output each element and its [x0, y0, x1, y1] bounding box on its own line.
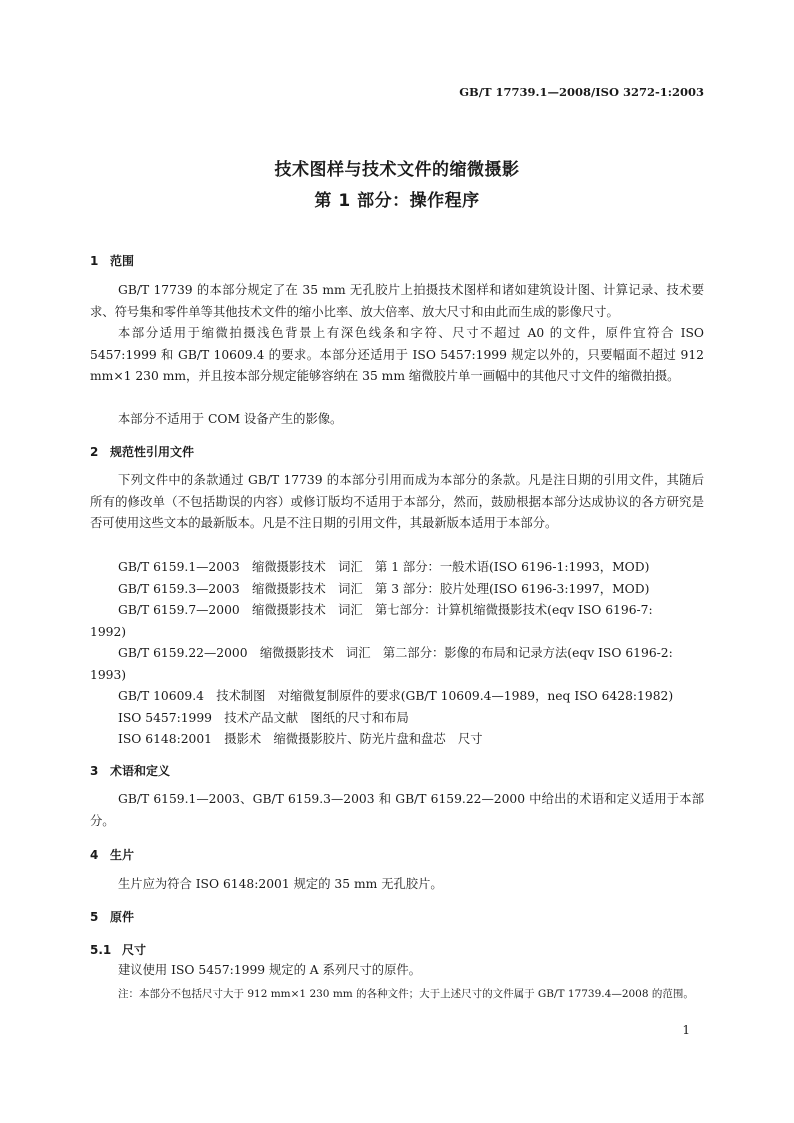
reference-item: GB/T 6159.3—2003 缩微摄影技术 词汇 第 3 部分：胶片处理(ISO 6196-3:1997，MOD)	[118, 581, 650, 596]
reference-item: ISO 5457:1999 技术产品文献 图纸的尺寸和布局	[118, 710, 409, 725]
subsection-title: 尺寸	[122, 943, 147, 957]
section-number: 2	[90, 445, 99, 459]
section-2-intro: 下列文件中的条款通过 GB/T 17739 的本部分引用而成为本部分的条款。凡是注日期的引用文件，其随后所有的修改单（不包括勘误的内容）或修订版均不适用于本部分，然而，鼓励根据本部分达成协议的各方研究是否可使用这些文本的最新版本。凡是不注日期的引用文件，其最新版本适用于本部分。	[90, 473, 704, 530]
section-3-paragraph: GB/T 6159.1—2003、GB/T 6159.3—2003 和 GB/T 6159.22—2000 中给出的术语和定义适用于本部分。	[90, 792, 704, 828]
section-1-paragraph-1: GB/T 17739 的本部分规定了在 35 mm 无孔胶片上拍摄技术图样和诸如建筑设计图、计算记录、技术要求、符号集和零件单等其他技术文件的缩小比率、放大倍率、放大尺寸和由此而生成的影像尺寸。	[90, 283, 704, 319]
section-3-heading	[90, 762, 170, 779]
section-number: 5	[90, 910, 99, 924]
section-4-paragraph: 生片应为符合 ISO 6148:2001 规定的 35 mm 无孔胶片。	[118, 877, 443, 891]
section-number: 1	[90, 254, 99, 268]
section-title: 范围	[110, 254, 135, 268]
document-title: 技术图样与技术文件的缩微摄影	[274, 160, 520, 180]
section-4-heading	[90, 846, 134, 863]
section-1-heading	[90, 252, 134, 269]
reference-item: GB/T 6159.7—2000 缩微摄影技术 词汇 第七部分：计算机缩微摄影技术(eqv ISO 6196-7:	[118, 603, 653, 617]
reference-list	[90, 557, 710, 751]
reference-item: ISO 6148:2001 摄影术 缩微摄影胶片、防光片盘和盘芯 尺寸	[118, 732, 483, 746]
section-title: 原件	[110, 910, 135, 924]
section-title: 生片	[110, 848, 135, 862]
section-5-heading	[90, 908, 134, 925]
page-number: 1	[682, 1023, 690, 1037]
reference-item: GB/T 10609.4 技术制图 对缩微复制原件的要求(GB/T 10609.4—1989，neq ISO 6428:1982)	[118, 689, 674, 703]
section-1-paragraph-3: 本部分不适用于 COM 设备产生的影像。	[118, 412, 343, 426]
reference-item-continuation: 1992)	[90, 624, 127, 639]
reference-item: GB/T 6159.22—2000 缩微摄影技术 词汇 第二部分：影像的布局和记录方法(eqv ISO 6196-2:	[118, 646, 673, 660]
section-title: 规范性引用文件	[110, 445, 195, 459]
note: 注：本部分不包括尺寸大于 912 mm×1 230 mm 的各种文件；大于上述尺寸的文件属于 GB/T 17739.4—2008 的范围。	[118, 988, 694, 1000]
reference-item-continuation: 1993)	[90, 667, 127, 682]
subsection-5-1-paragraph: 建议使用 ISO 5457:1999 规定的 A 系列尺寸的原件。	[118, 963, 421, 977]
section-number: 4	[90, 848, 99, 862]
section-title: 术语和定义	[110, 764, 171, 778]
document-part-title: 第 1 部分：操作程序	[314, 191, 480, 211]
section-2-heading	[90, 443, 194, 460]
section-1-paragraph-2: 本部分适用于缩微拍摄浅色背景上有深色线条和字符、尺寸不超过 A0 的文件，原件宜符合 ISO 5457:1999 和 GB/T 10609.4 的要求。本部分还适用于 ISO 5457:1999 规定以外的，只要幅面不超过 912 mm×1 230 mm，并且按本部分规定能够容纳在 35 mm 缩微胶片单一画幅中的其他尺寸文件的缩微拍摄。	[90, 326, 704, 383]
reference-item: GB/T 6159.1—2003 缩微摄影技术 词汇 第 1 部分：一般术语(ISO 6196-1:1993，MOD)	[118, 560, 650, 574]
section-number: 3	[90, 764, 99, 778]
subsection-number: 5.1	[90, 943, 112, 957]
subsection-5-1-heading	[90, 941, 146, 958]
standard-code: GB/T 17739.1—2008/ISO 3272-1:2003	[459, 85, 704, 99]
